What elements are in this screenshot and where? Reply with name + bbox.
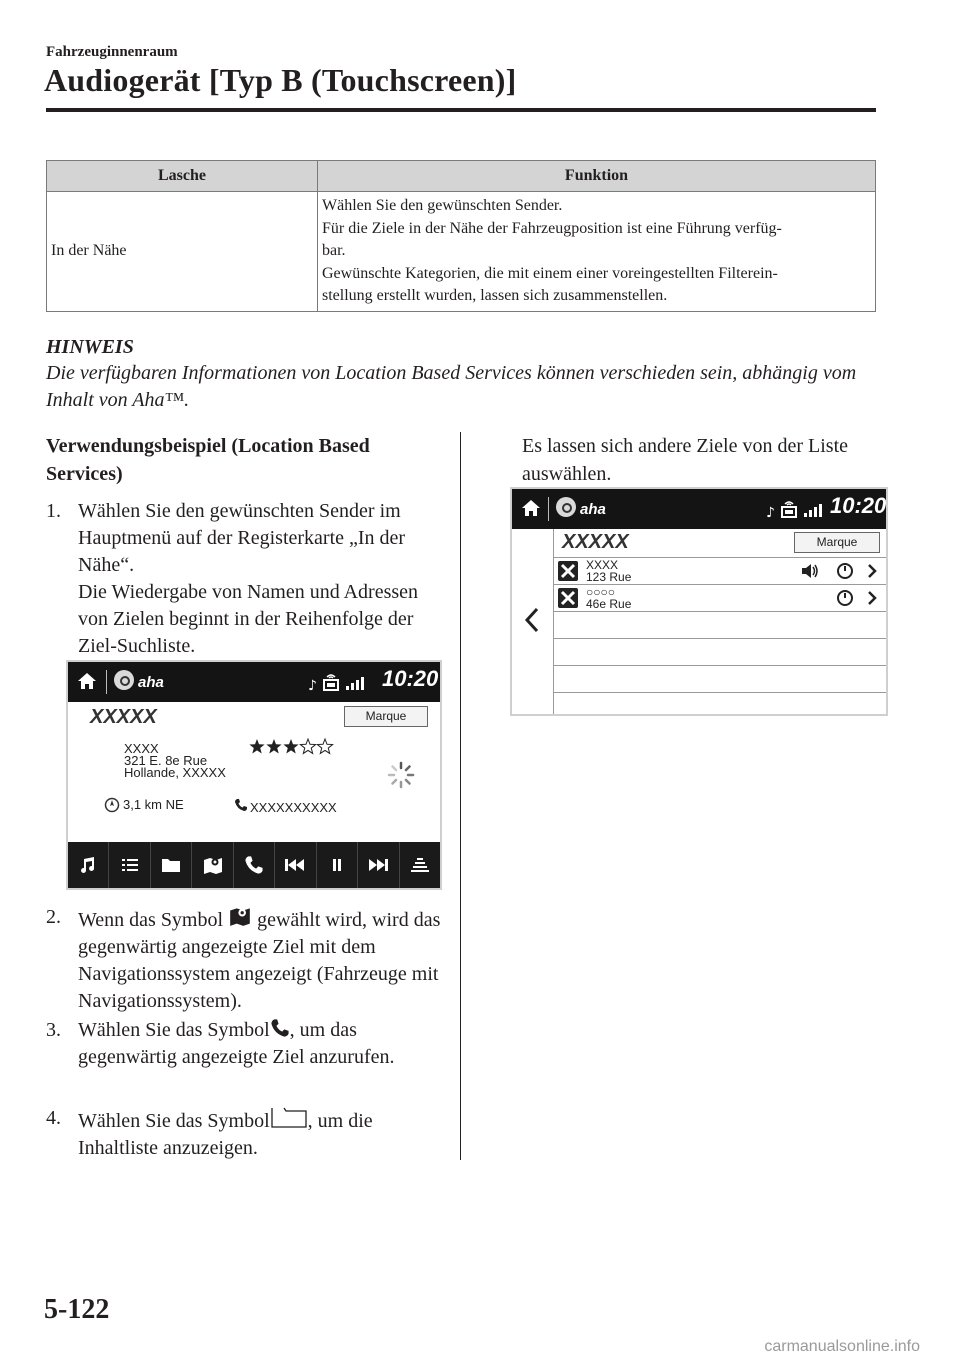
note-heading: HINWEIS — [46, 336, 134, 358]
table-cell-function — [318, 192, 876, 312]
page-number: 5-122 — [44, 1294, 110, 1325]
list-item[interactable] — [554, 585, 886, 612]
marque-button[interactable]: Marque — [794, 532, 880, 553]
step-number: 1. — [46, 500, 61, 522]
compass-icon — [836, 562, 854, 580]
star-filled-icon — [283, 739, 298, 753]
status-separator — [106, 670, 107, 694]
step-1 — [46, 498, 446, 660]
title-rule — [46, 108, 876, 112]
page-title: Audiogerät [Typ B (Touchscreen)] — [44, 62, 517, 98]
app-name: aha — [580, 501, 606, 518]
svg-text:♪: ♪ — [308, 678, 317, 694]
watermark: carmanualsonline.info — [764, 1338, 920, 1355]
item-name: ○○○○ — [586, 585, 615, 599]
function-line: Für die Ziele in der Nähe der Fahrzeugposition ist eine Führung verfüg- — [322, 219, 782, 237]
table-header-funktion: Funktion — [318, 161, 876, 192]
table-row — [47, 192, 876, 312]
table-header-lasche: Lasche — [47, 161, 318, 192]
phone-icon — [234, 798, 248, 812]
marque-button[interactable]: Marque — [344, 706, 428, 727]
category-icon — [558, 588, 578, 608]
clock: 10:20 — [830, 493, 887, 518]
status-separator — [548, 497, 549, 521]
map-button[interactable] — [192, 842, 233, 888]
star-empty-icon — [317, 739, 332, 753]
item-address: 46e Rue — [586, 597, 632, 611]
list-content — [512, 529, 886, 714]
step-text-pre: Wählen Sie das Symbol — [78, 1019, 270, 1041]
poi-phone: XXXXXXXXXX — [250, 800, 337, 815]
function-line: Wählen Sie den gewünschten Sender. — [322, 197, 563, 214]
table-header-row — [47, 161, 876, 192]
pause-icon — [329, 857, 345, 873]
column-divider — [460, 432, 461, 1160]
pause-button[interactable] — [317, 842, 358, 888]
home-icon[interactable] — [76, 671, 98, 691]
folder-icon — [270, 1105, 308, 1129]
status-icons — [308, 672, 368, 694]
phone-icon — [270, 1018, 290, 1038]
back-button[interactable] — [512, 529, 554, 714]
step-text-post: , um das gegenwärtig angezeigte Ziel anzurufen. — [78, 1019, 395, 1068]
phone-icon — [244, 855, 264, 875]
compass-icon — [836, 589, 854, 607]
aha-logo-icon — [556, 497, 576, 517]
station-name: XXXXX — [90, 706, 157, 728]
step-text — [78, 904, 446, 1015]
list-item-empty — [554, 639, 886, 666]
equalizer-icon — [409, 855, 431, 875]
function-line: stellung erstellt wurden, lassen sich zusammenstellen. — [322, 287, 668, 304]
compass-icon — [104, 797, 120, 813]
svg-text:♪: ♪ — [766, 505, 775, 521]
step-extra-text: Die Wiedergabe von Namen und Adressen von Zielen beginnt in der Reihenfolge der Ziel-Suchliste. — [78, 581, 419, 657]
detail-content — [68, 702, 440, 842]
star-filled-icon — [249, 739, 264, 753]
chevron-right-icon — [866, 563, 878, 579]
step-text-pre: Wenn das Symbol — [78, 909, 224, 931]
note-text: Die verfügbaren Informationen von Location Based Services können verschieden sein, abhängig vom Inhalt von Aha™. — [46, 362, 857, 411]
step-text-post: gewählt wird, wird das gegenwärtig angezeigte Ziel mit dem Navigationssystem angezeigt (Fahrzeuge mit Navigationssystem). — [78, 909, 441, 1012]
control-bar — [68, 842, 440, 888]
list-item-empty — [554, 693, 886, 716]
status-bar — [512, 489, 886, 529]
step-number: 2. — [46, 906, 61, 928]
step-text-post: , um die Inhaltliste anzuzeigen. — [78, 1110, 373, 1159]
speaker-icon — [800, 562, 820, 580]
map-pin-icon — [228, 904, 252, 928]
home-icon[interactable] — [520, 498, 542, 518]
step-text — [78, 1105, 446, 1162]
poi-address-line1: 321 E. 8e Rue — [124, 753, 208, 768]
example-heading: Verwendungsbeispiel (Location Based Services) — [46, 435, 370, 485]
star-empty-icon — [300, 739, 315, 753]
function-table — [46, 160, 876, 312]
list-button[interactable] — [109, 842, 150, 888]
loading-spinner-icon — [386, 760, 416, 790]
chevron-left-icon — [524, 607, 540, 633]
step-text — [78, 1017, 446, 1071]
step-text-pre: Wählen Sie das Symbol — [78, 1110, 270, 1132]
poi-address-line2: Hollande, XXXXX — [124, 765, 226, 780]
music-note-icon — [78, 855, 98, 875]
aha-logo-icon — [114, 670, 134, 690]
screen-detail — [66, 660, 442, 890]
skip-forward-icon — [366, 857, 390, 873]
list-item[interactable] — [554, 558, 886, 585]
folder-icon — [160, 855, 182, 875]
map-pin-icon — [202, 854, 224, 876]
step-number: 4. — [46, 1107, 61, 1129]
function-line: bar. — [322, 242, 346, 259]
poi-name: XXXX — [124, 741, 159, 756]
step-number: 3. — [46, 1019, 61, 1041]
status-icons — [766, 499, 826, 521]
step-text: Wählen Sie den gewünschten Sender im Hauptmenü auf der Registerkarte „In der Nähe“. — [78, 500, 406, 576]
section-label: Fahrzeuginnenraum — [46, 44, 178, 60]
item-name: XXXX — [586, 558, 619, 572]
screen-list — [510, 487, 888, 716]
chevron-right-icon — [866, 590, 878, 606]
station-row — [554, 529, 886, 558]
rating-stars — [248, 738, 338, 756]
step-2 — [46, 904, 446, 1015]
list-item-empty — [554, 612, 886, 639]
status-bar — [68, 662, 440, 702]
list-intro-text: Es lassen sich andere Ziele von der Liste auswählen. — [522, 435, 848, 485]
clock: 10:20 — [382, 666, 439, 691]
list-item-empty — [554, 666, 886, 693]
table-cell-tab: In der Nähe — [47, 192, 318, 312]
star-filled-icon — [266, 739, 281, 753]
station-name: XXXXX — [562, 531, 629, 553]
folder-button[interactable] — [151, 842, 192, 888]
call-button[interactable] — [234, 842, 275, 888]
function-line: Gewünschte Kategorien, die mit einem einer voreingestellten Filterein- — [322, 264, 778, 282]
equalizer-button[interactable] — [400, 842, 440, 888]
poi-distance: 3,1 km NE — [123, 797, 184, 812]
step-4 — [46, 1105, 446, 1162]
music-button[interactable] — [68, 842, 109, 888]
skip-back-icon — [283, 857, 307, 873]
previous-button[interactable] — [275, 842, 316, 888]
next-button[interactable] — [358, 842, 399, 888]
list-icon — [120, 855, 140, 875]
item-address: 123 Rue — [586, 570, 632, 584]
category-icon — [558, 561, 578, 581]
step-3 — [46, 1017, 446, 1071]
app-name: aha — [138, 674, 164, 691]
